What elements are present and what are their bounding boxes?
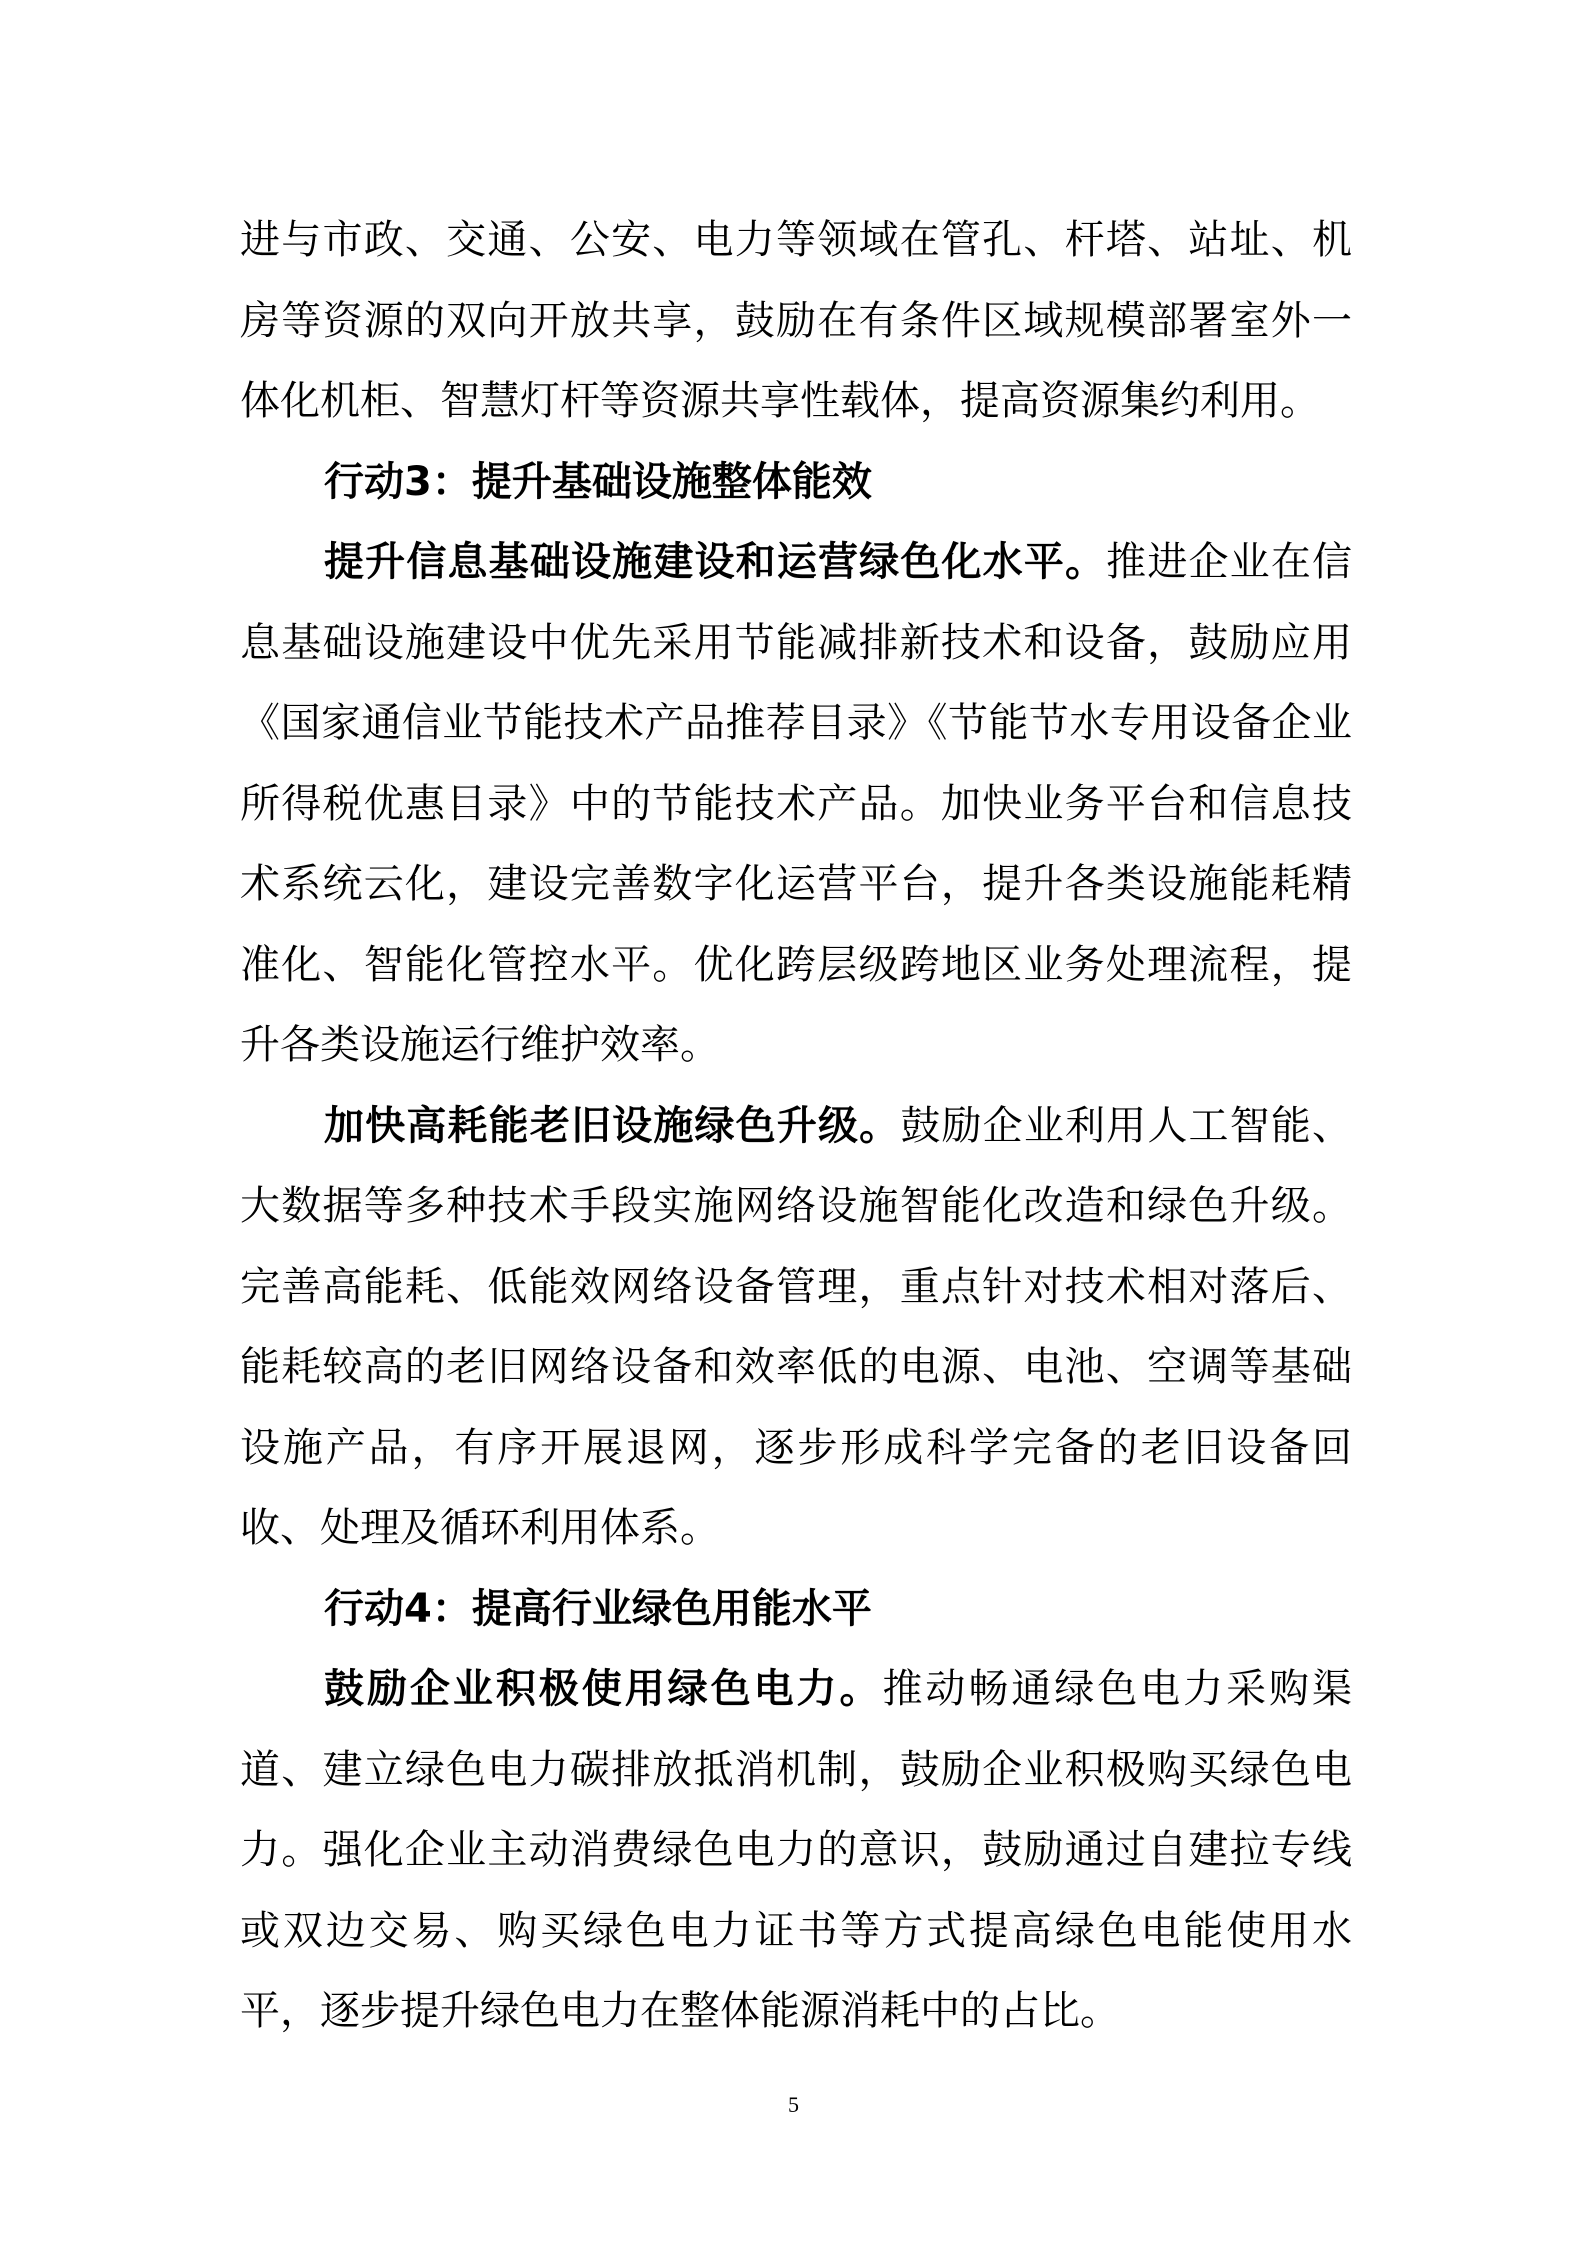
paragraph-legacy-upgrade	[240, 1086, 1352, 1569]
section-heading-action-4: 行动4：提高行业绿色用能水平	[324, 1585, 872, 1632]
paragraph-text: 推动畅通绿色电力采购渠道、建立绿色电力碳排放抵消机制，鼓励企业积极购买绿色电力。强化企业主动消费绿色电力的意识，鼓励通过自建拉专线或双边交易、购买绿色电力证书等方式提高绿色电能使用水平，逐步提升绿色电力在整体能源消耗中的占比。	[240, 1666, 1353, 2034]
paragraph-continued-resource-sharing	[240, 200, 1352, 442]
paragraph-green-infrastructure	[240, 522, 1352, 1086]
page-number: 5	[788, 2092, 799, 2117]
paragraph-lead-bold: 提升信息基础设施建设和运营绿色化水平。	[324, 539, 1107, 585]
paragraph-text: 推进企业在信息基础设施建设中优先采用节能减排新技术和设备，鼓励应用《国家通信业节能技术产品推荐目录》《节能节水专用设备企业所得税优惠目录》中的节能技术产品。加快业务平台和信息技术系统云化，建设完善数字化运营平台，提升各类设施能耗精准化、智能化管控水平。优化跨层级跨地区业务处理流程，提升各类设施运行维护效率。	[240, 539, 1353, 1068]
section-heading-action-3: 行动3：提升基础设施整体能效	[324, 458, 872, 505]
paragraph-text: 鼓励企业利用人工智能、大数据等多种技术手段实施网络设施智能化改造和绿色升级。完善高能耗、低能效网络设备管理，重点针对技术相对落后、能耗较高的老旧网络设备和效率低的电源、电池、空调等基础设施产品，有序开展退网，逐步形成科学完备的老旧设备回收、处理及循环利用体系。	[240, 1102, 1353, 1551]
paragraph-green-power	[240, 1649, 1352, 2052]
document-page	[240, 200, 1352, 2052]
paragraph-lead-bold: 加快高耗能老旧设施绿色升级。	[324, 1102, 901, 1149]
paragraph-lead-bold: 鼓励企业积极使用绿色电力。	[324, 1666, 883, 1712]
paragraph-text: 进与市政、交通、公安、电力等领域在管孔、杆塔、站址、机房等资源的双向开放共享，鼓励在有条件区域规模部署室外一体化机柜、智慧灯杆等资源共享性载体，提高资源集约利用。	[240, 217, 1352, 424]
